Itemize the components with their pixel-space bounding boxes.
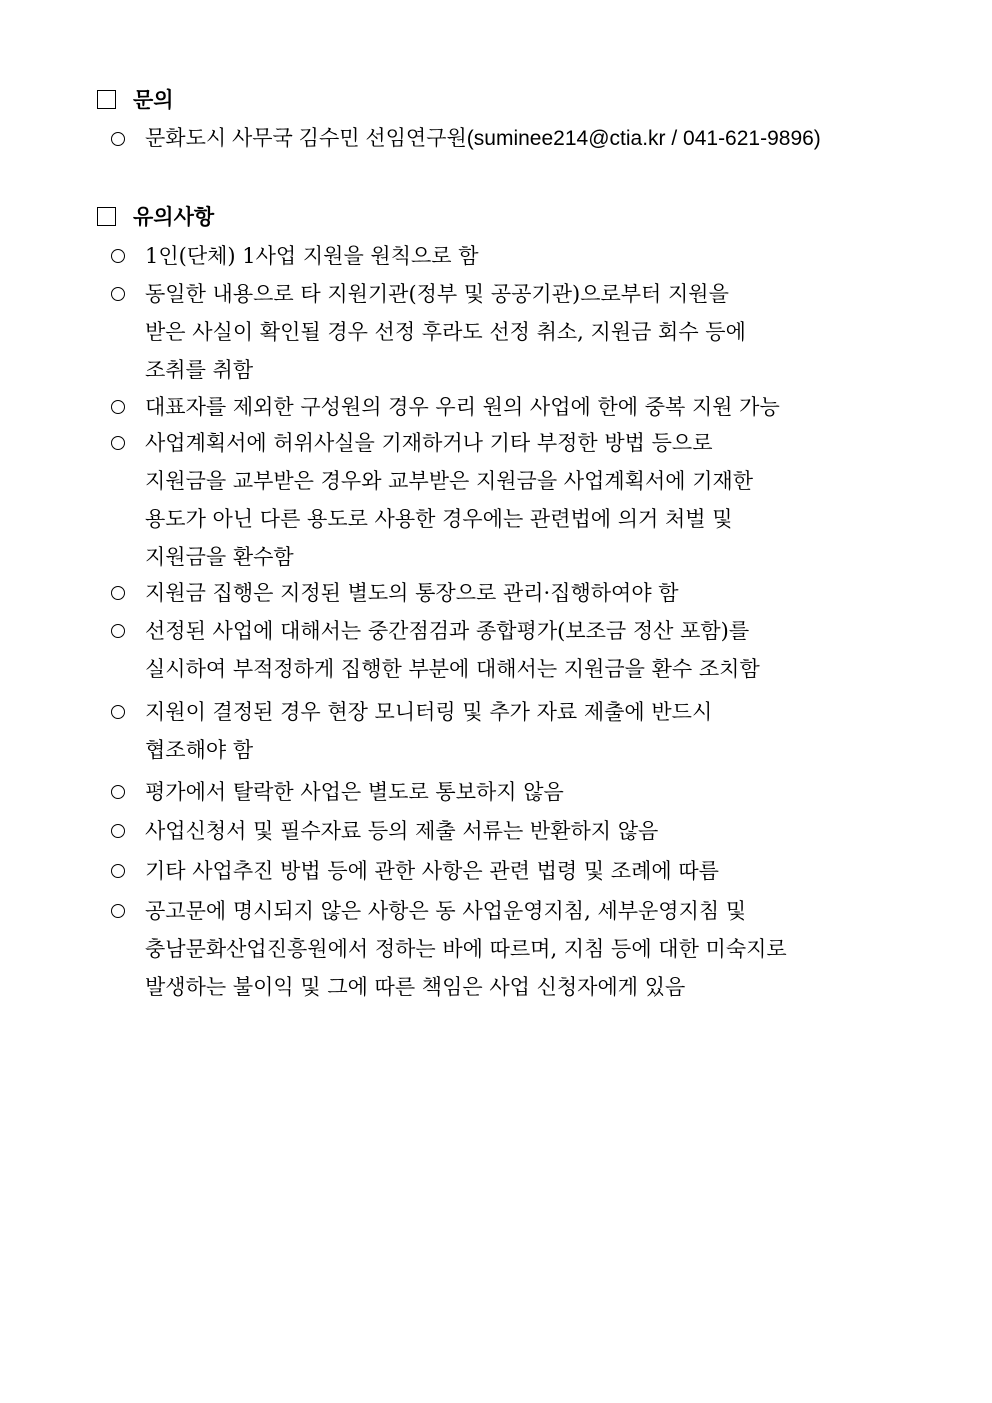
note-line: 평가에서 탈락한 사업은 별도로 통보하지 않음: [145, 780, 564, 804]
circle-bullet-icon: [110, 583, 130, 603]
circle-bullet-icon: [110, 621, 130, 641]
note-line: 조취를 취함: [145, 358, 254, 382]
note-line: 사업신청서 및 필수자료 등의 제출 서류는 반환하지 않음: [145, 819, 659, 843]
notes-heading: [97, 202, 214, 230]
note-line: 기타 사업추진 방법 등에 관한 사항은 관련 법령 및 조례에 따름: [145, 859, 719, 883]
circle-bullet-icon: [110, 129, 130, 149]
note-line: 발생하는 불이익 및 그에 따른 책임은 사업 신청자에게 있음: [145, 975, 686, 999]
note-line: 지원이 결정된 경우 현장 모니터링 및 추가 자료 제출에 반드시: [145, 700, 713, 724]
note-line: 동일한 내용으로 타 지원기관(정부 및 공공기관)으로부터 지원을: [145, 282, 729, 306]
circle-bullet-icon: [110, 246, 130, 266]
note-line: 지원금을 교부받은 경우와 교부받은 지원금을 사업계획서에 기재한: [145, 469, 754, 493]
contact-heading-text: 문의: [133, 88, 174, 112]
circle-bullet-icon: [110, 901, 130, 921]
contact-line: 문화도시 사무국 김수민 선임연구원(suminee214@ctia.kr / 041-621-9896): [145, 127, 821, 150]
circle-bullet-icon: [110, 861, 130, 881]
note-line: 대표자를 제외한 구성원의 경우 우리 원의 사업에 한에 중복 지원 가능: [145, 395, 780, 419]
circle-bullet-icon: [110, 433, 130, 453]
note-line: 공고문에 명시되지 않은 사항은 동 사업운영지침, 세부운영지침 및: [145, 899, 747, 923]
note-line: 실시하여 부적정하게 집행한 부분에 대해서는 지원금을 환수 조치함: [145, 657, 760, 681]
circle-bullet-icon: [110, 397, 130, 417]
checkbox-icon: [97, 207, 116, 226]
note-line: 용도가 아닌 다른 용도로 사용한 경우에는 관련법에 의거 처벌 및: [145, 507, 733, 531]
note-line: 사업계획서에 허위사실을 기재하거나 기타 부정한 방법 등으로: [145, 431, 713, 455]
circle-bullet-icon: [110, 284, 130, 304]
circle-bullet-icon: [110, 821, 130, 841]
note-line: 지원금을 환수함: [145, 545, 294, 569]
contact-heading: [97, 85, 174, 113]
notes-heading-text: 유의사항: [133, 205, 215, 229]
note-line: 협조해야 함: [145, 738, 254, 762]
checkbox-icon: [97, 90, 116, 109]
circle-bullet-icon: [110, 702, 130, 722]
circle-bullet-icon: [110, 782, 130, 802]
note-line: 1인(단체) 1사업 지원을 원칙으로 함: [145, 244, 479, 268]
note-line: 받은 사실이 확인될 경우 선정 후라도 선정 취소, 지원금 회수 등에: [145, 320, 746, 344]
note-line: 지원금 집행은 지정된 별도의 통장으로 관리·집행하여야 함: [145, 581, 679, 605]
note-line: 선정된 사업에 대해서는 중간점검과 종합평가(보조금 정산 포함)를: [145, 619, 750, 643]
note-line: 충남문화산업진흥원에서 정하는 바에 따르며, 지침 등에 대한 미숙지로: [145, 937, 787, 961]
